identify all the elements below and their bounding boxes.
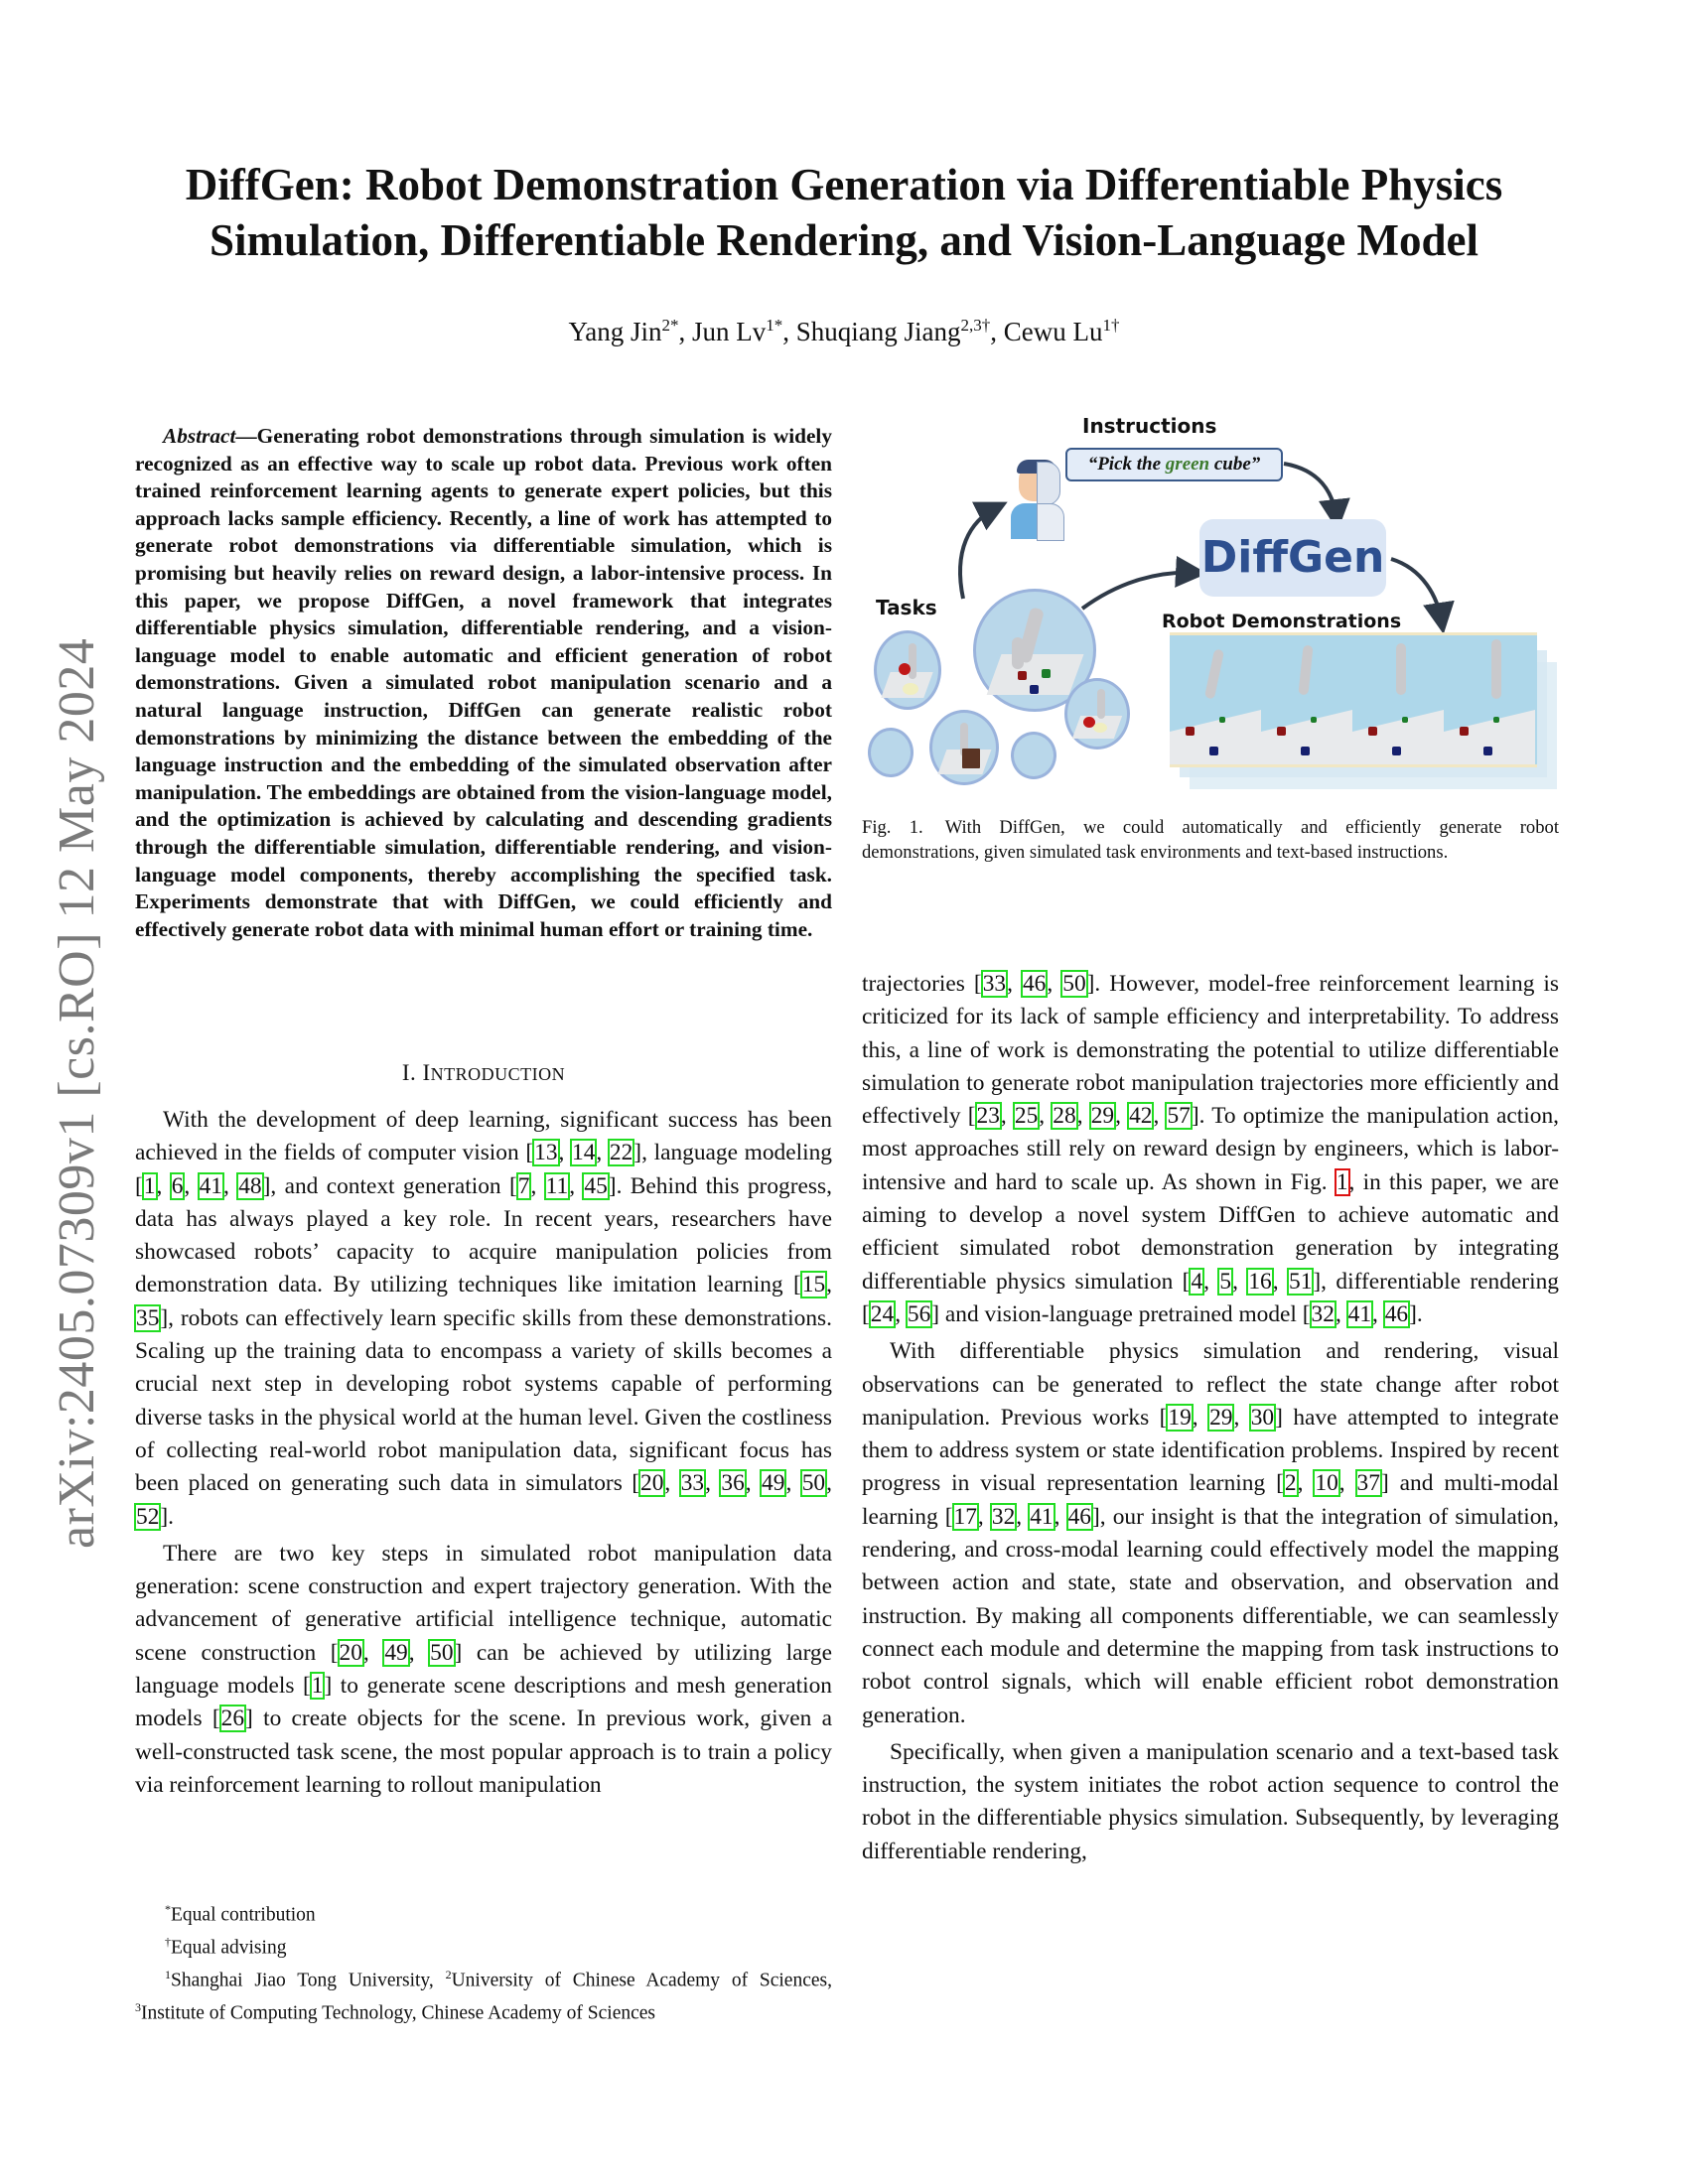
citation-link[interactable]: 4 bbox=[1191, 1268, 1203, 1295]
citation-link[interactable]: 41 bbox=[199, 1172, 222, 1199]
citation-link[interactable]: 28 bbox=[1053, 1103, 1076, 1130]
paper-title bbox=[99, 157, 1589, 268]
citation-link[interactable]: 23 bbox=[976, 1103, 1000, 1130]
abstract-lead: Abstract bbox=[163, 424, 236, 448]
abstract: Abstract—Generating robot demonstrations through simulation is widely recognized as an effective way to scale up robot data. Previous work often trained reinforcement learning agents to generate expert policies, but this approach lacks sample efficiency. Recently, a line of work has attempted to generate robot demonstrations via differentiable simulation, which is promising but heavily relies on reward design, a labor-intensive process. In this paper, we propose DiffGen, a novel framework that integrates differentiable physics simulation, differentiable rendering, and a vision-language model to enable automatic and efficient generation of robot demonstrations. Given a simulated robot manipulation scenario and a natural language instruction, DiffGen can generate realistic robot demonstrations by minimizing the distance between the embedding of the language instruction and the embedding of the simulated observation after manipulation. The embeddings are obtained from the vision-language model, and the optimization is achieved by calculating and descending gradients through the differentiable simulation, differentiable rendering, and vision-language model components, thereby accomplishing the specified task. Experiments demonstrate that with DiffGen, we could efficiently and effectively generate robot data with minimal human effort or training time. bbox=[135, 424, 832, 941]
demo-frame-2 bbox=[1261, 635, 1352, 764]
citation-link[interactable]: 52 bbox=[136, 1503, 160, 1530]
introduction-right-column bbox=[862, 968, 1559, 1872]
demo-frame-4 bbox=[1444, 635, 1535, 764]
footnote-equal-contribution: *Equal contribution bbox=[165, 1902, 316, 1926]
citation-link[interactable]: 33 bbox=[982, 971, 1007, 997]
figure-1-caption bbox=[862, 816, 1559, 865]
label-instructions: Instructions bbox=[1082, 414, 1217, 438]
citation-link[interactable]: 49 bbox=[384, 1639, 408, 1666]
demo-frame-3 bbox=[1352, 635, 1444, 764]
citation-link[interactable]: 41 bbox=[1030, 1503, 1054, 1530]
citation-link[interactable]: 17 bbox=[953, 1503, 977, 1530]
citation-link[interactable]: 36 bbox=[721, 1470, 745, 1497]
citation-link[interactable]: 51 bbox=[1289, 1268, 1313, 1295]
paragraph: With differentiable physics simulation and rendering, visual observations can be generated to reflect the state change after robot manipulation. Previous works [19, 29, 30] have attempted to integrate them to address system or state identification problems. Inspired by recent progress in visual representation learning [2, 10, 37] and multi-modal learning [17, 32, 41, 46], our insight is that the integration of simulation, rendering, and cross-modal learning could effectively model the mapping between action and state, state and observation, and observation and instruction. By making all components differentiable, we can seamlessly connect each module and determine the mapping from task instructions to robot control signals, which will enable efficient robot demonstration generation. bbox=[862, 1338, 1560, 1728]
citation-link[interactable]: 1 bbox=[311, 1673, 324, 1700]
citation-link[interactable]: 56 bbox=[907, 1300, 931, 1327]
citation-link[interactable]: 32 bbox=[1311, 1300, 1335, 1327]
footnotes bbox=[135, 1896, 832, 2027]
task-bubble-bowl bbox=[1064, 678, 1130, 750]
citation-link[interactable]: 20 bbox=[339, 1639, 362, 1666]
citation-link[interactable]: 19 bbox=[1168, 1404, 1192, 1431]
caption-text: With DiffGen, we could automatically and efficiently generate robot demonstrations, given simulated task environments and text-based instructions. bbox=[862, 817, 1559, 863]
citation-link[interactable]: 46 bbox=[1384, 1300, 1409, 1327]
citation-link[interactable]: 16 bbox=[1248, 1268, 1272, 1295]
citation-link[interactable]: 20 bbox=[640, 1470, 664, 1497]
human-robot-avatar-icon bbox=[1011, 462, 1066, 539]
citation-link[interactable]: 22 bbox=[609, 1140, 633, 1166]
citation-link[interactable]: 50 bbox=[801, 1470, 826, 1497]
task-bubble-empty-2 bbox=[1011, 732, 1056, 779]
task-bubble-drawer bbox=[929, 710, 999, 785]
abstract-text: Generating robot demonstrations through simulation is widely recognized as an effective way to scale up robot data. Previous work often trained reinforcement learning agents to generate expert policies, but this approach lacks sample efficiency. Recently, a line of work has attempted to generate robot demonstrations via differentiable simulation, which is promising but heavily relies on reward design, a labor-intensive process. In this paper, we propose DiffGen, a novel framework that integrates differentiable physics simulation, differentiable rendering, and a vision-language model to enable automatic and efficient generation of robot demonstrations. Given a simulated robot manipulation scenario and a natural language instruction, DiffGen can generate realistic robot demonstrations by minimizing the distance between the embedding of the language instruction and the embedding of the simulated observation after manipulation. The embeddings are obtained from the vision-language model, and the optimization is achieved by calculating and descending gradients through the differentiable simulation, differentiable rendering, and vision-language model components, thereby accomplishing the specified task. Experiments demonstrate that with DiffGen, we could efficiently and effectively generate robot data with minimal human effort or training time. bbox=[135, 424, 832, 941]
title-line-1: DiffGen: Robot Demonstration Generation via Differentiable Physics bbox=[185, 160, 1503, 209]
task-bubble-mug bbox=[874, 630, 941, 710]
paragraph: Specifically, when given a manipulation scenario and a text-based task instruction, the system initiates the robot action sequence to control the robot in the differentiable physics simulation. Subsequently, by leveraging differentiable rendering, bbox=[862, 1738, 1559, 1864]
author: Jun $Lv^{1*}$ bbox=[692, 316, 783, 346]
citation-link[interactable]: 35 bbox=[136, 1304, 160, 1331]
citation-link[interactable]: 15 bbox=[801, 1272, 826, 1298]
author: Yang Jin$^{2*}$ bbox=[568, 316, 679, 346]
citation-link[interactable]: 49 bbox=[762, 1470, 785, 1497]
instruction-text-box: “Pick the green cube” bbox=[1065, 448, 1283, 481]
citation-link[interactable]: 14 bbox=[572, 1140, 596, 1166]
citation-link[interactable]: 29 bbox=[1090, 1103, 1115, 1130]
citation-link[interactable]: 32 bbox=[991, 1503, 1016, 1530]
citation-link[interactable]: 7 bbox=[517, 1172, 530, 1199]
citation-link[interactable]: 24 bbox=[870, 1300, 895, 1327]
figure-1-diagram bbox=[862, 412, 1559, 789]
figure-reference-link[interactable]: 1 bbox=[1336, 1168, 1348, 1195]
citation-link[interactable]: 50 bbox=[1062, 971, 1086, 997]
author-list: Yang Jin$^{2*}$, Jun $Lv^{1*}$, Shuqiang Jiang$^{2,3\dagger}$, Cewu $Lu^{1\dagger}$ bbox=[568, 316, 1120, 346]
citation-link[interactable]: 26 bbox=[220, 1706, 245, 1732]
section-heading-introduction: I. INTRODUCTION bbox=[401, 1060, 566, 1085]
title-line-2: Simulation, Differentiable Rendering, and Vision-Language Model bbox=[209, 215, 1479, 265]
citation-link[interactable]: 2 bbox=[1284, 1470, 1297, 1497]
author: Cewu $Lu^{1\dagger}$ bbox=[1003, 316, 1120, 346]
footnote-affiliations: $^1$Shanghai Jiao Tong University, $^2$University of Chinese Academy of Sciences, $^3$Institute of Computing Technology, Chinese Academy of Sciences bbox=[135, 1968, 832, 2024]
citation-link[interactable]: 13 bbox=[534, 1140, 558, 1166]
citation-link[interactable]: 46 bbox=[1022, 971, 1047, 997]
citation-link[interactable]: 11 bbox=[545, 1172, 569, 1199]
label-robot-demonstrations: Robot Demonstrations bbox=[1162, 611, 1402, 632]
citation-link[interactable]: 48 bbox=[238, 1172, 262, 1199]
paragraph: trajectories [33, 46, 50]. However, model-free reinforcement learning is criticized for its lack of sample efficiency and interpretability. To address this, a line of work is demonstrating the potential to utilize differentiable simulation to generate robot manipulation trajectories more efficiently and effectively [23, 25, 28, 29, 42, 57]. To optimize the manipulation action, most approaches still rely on reward design by engineers, which is labor-intensive and hard to scale up. As shown in Fig. 1, in this paper, we are aiming to develop a novel system DiffGen to achieve automatic and efficient simulated robot demonstration generation by integrating differentiable physics simulation [4, 5, 16, 51], differentiable rendering [24, 56] and vision-language pretrained model [32, 41, 46]. bbox=[862, 971, 1560, 1327]
figure-number: Fig. 1. bbox=[862, 817, 923, 838]
paragraph: There are two key steps in simulated robot manipulation data generation: scene construction and expert trajectory generation. With the advancement of generative artificial intelligence technique, automatic scene construction [20, 49, 50] can be achieved by utilizing large language models [1] to generate scene descriptions and mesh generation models [26] to create objects for the scene. In previous work, given a well-constructed task scene, the most popular approach is to train a policy via reinforcement learning to rollout manipulation bbox=[135, 1540, 833, 1798]
citation-link[interactable]: 30 bbox=[1250, 1404, 1275, 1431]
citation-link[interactable]: 1 bbox=[143, 1172, 156, 1199]
robot-demonstration-strip bbox=[1170, 632, 1537, 767]
diffgen-block: DiffGen bbox=[1199, 519, 1386, 597]
citation-link[interactable]: 41 bbox=[1347, 1300, 1372, 1327]
citation-link[interactable]: 46 bbox=[1067, 1503, 1091, 1530]
citation-link[interactable]: 6 bbox=[171, 1172, 184, 1199]
citation-link[interactable]: 25 bbox=[1014, 1103, 1039, 1130]
citation-link[interactable]: 42 bbox=[1129, 1103, 1153, 1130]
citation-link[interactable]: 29 bbox=[1209, 1404, 1233, 1431]
citation-link[interactable]: 37 bbox=[1356, 1470, 1380, 1497]
citation-link[interactable]: 57 bbox=[1167, 1103, 1191, 1130]
citation-link[interactable]: 33 bbox=[680, 1470, 705, 1497]
author: Shuqiang Jiang$^{2,3\dagger}$ bbox=[795, 316, 991, 346]
arxiv-identifier-stamp: arXiv:2405.07309v1 [cs.RO] 12 May 2024 bbox=[49, 637, 105, 1549]
demo-frame-1 bbox=[1170, 635, 1261, 764]
citation-link[interactable]: 45 bbox=[584, 1172, 608, 1199]
citation-link[interactable]: 5 bbox=[1219, 1268, 1232, 1295]
footnote-equal-advising: †Equal advising bbox=[165, 1935, 287, 1959]
paragraph: With the development of deep learning, significant success has been achieved in the fields of computer vision [13, 14, 22], language modeling [1, 6, 41, 48], and context generation [7, 11, 45]. Behind this progress, data has always played a key role. In recent years, researchers have showcased robots’ capacity to acquire manipulation policies from demonstration data. By utilizing techniques like imitation learning [15, 35], robots can effectively learn specific skills from these demonstrations. Scaling up the training data to encompass a variety of skills becomes a crucial next step in developing robot systems capable of performing diverse tasks in the physical world at the human level. Given the costliness of collecting real-world robot manipulation data, significant focus has been placed on generating such data in simulators [20, 33, 36, 49, 50, 52]. bbox=[135, 1107, 832, 1530]
citation-link[interactable]: 50 bbox=[430, 1639, 454, 1666]
task-bubble-empty-1 bbox=[868, 728, 914, 777]
label-tasks: Tasks bbox=[876, 596, 937, 619]
citation-link[interactable]: 10 bbox=[1315, 1470, 1338, 1497]
introduction-left-column bbox=[135, 1104, 832, 1806]
